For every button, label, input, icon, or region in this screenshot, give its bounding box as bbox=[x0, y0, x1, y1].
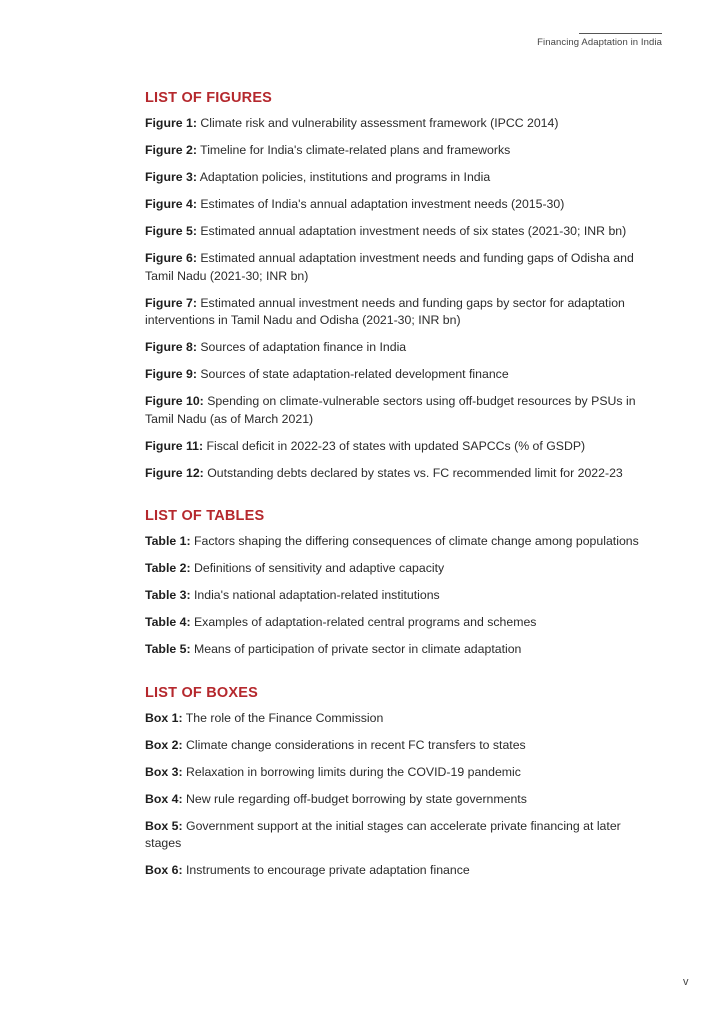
entry-title: Estimated annual adaptation investment needs and funding gaps of Odisha and Tamil Nadu (2021-30; INR bn) bbox=[145, 251, 634, 283]
entry-label: Box 6: bbox=[145, 863, 183, 877]
entry-title: Fiscal deficit in 2022-23 of states with updated SAPCCs (% of GSDP) bbox=[206, 438, 586, 453]
entry-title: Spending on climate-vulnerable sectors using off-budget resources by PSUs in Tamil Nadu (as of March 2021) bbox=[145, 394, 636, 426]
entry-label: Figure 12: bbox=[145, 465, 204, 480]
entry-label: Figure 3: bbox=[145, 170, 197, 184]
boxe-list-entry[interactable] bbox=[145, 710, 650, 728]
entry-title: Outstanding debts declared by states vs. FC recommended limit for 2022-23 bbox=[207, 465, 623, 480]
boxe-list-entry[interactable] bbox=[145, 764, 650, 782]
boxe-list-entry[interactable] bbox=[145, 791, 650, 809]
figure-list-entry[interactable] bbox=[145, 295, 650, 330]
entry-label: Table 3: bbox=[145, 588, 191, 602]
entry-title: Adaptation policies, institutions and programs in India bbox=[199, 170, 491, 184]
entry-label: Figure 9: bbox=[145, 367, 197, 381]
entry-title: Sources of adaptation finance in India bbox=[200, 340, 407, 354]
entry-label: Figure 7: bbox=[145, 295, 197, 310]
boxe-list-entry[interactable] bbox=[145, 862, 650, 880]
figure-list-entry[interactable] bbox=[145, 393, 650, 428]
entry-label: Figure 5: bbox=[145, 224, 197, 238]
table-list-entry[interactable] bbox=[145, 560, 650, 578]
entry-label: Figure 11: bbox=[145, 438, 204, 453]
list-of-tables-section bbox=[145, 508, 650, 659]
entry-title: Factors shaping the differing consequences of climate change among populations bbox=[193, 534, 639, 548]
list-of-boxes-section bbox=[145, 685, 650, 880]
boxe-list-entry[interactable] bbox=[145, 818, 650, 853]
entry-label: Table 4: bbox=[145, 615, 191, 629]
entry-title: Estimated annual adaptation investment needs of six states (2021-30; INR bn) bbox=[200, 224, 627, 238]
entry-label: Box 3: bbox=[145, 764, 183, 779]
entry-title: New rule regarding off-budget borrowing by state governments bbox=[186, 791, 527, 806]
figure-list-entry[interactable] bbox=[145, 465, 650, 483]
entry-label: Box 4: bbox=[145, 791, 183, 806]
figure-list-entry[interactable] bbox=[145, 196, 650, 214]
entry-title: Relaxation in borrowing limits during the COVID-19 pandemic bbox=[186, 764, 521, 779]
header-rule bbox=[579, 33, 662, 34]
entry-label: Box 2: bbox=[145, 737, 183, 752]
list-of-boxes-heading: LIST OF BOXES bbox=[145, 684, 258, 701]
list-of-tables-heading: LIST OF TABLES bbox=[145, 508, 265, 524]
list-of-figures-heading: LIST OF FIGURES bbox=[145, 90, 273, 106]
entry-title: Timeline for India's climate-related plans and frameworks bbox=[200, 143, 511, 157]
figure-list-entry[interactable] bbox=[145, 142, 650, 160]
entry-label: Figure 10: bbox=[145, 394, 204, 408]
figure-list-entry[interactable] bbox=[145, 223, 650, 241]
list-of-figures-section bbox=[145, 90, 650, 482]
entry-title: The role of the Finance Commission bbox=[185, 710, 384, 725]
table-list-entry[interactable] bbox=[145, 587, 650, 605]
table-list-entry[interactable] bbox=[145, 614, 650, 632]
entry-title: Climate change considerations in recent FC transfers to states bbox=[186, 737, 526, 752]
entry-title: Climate risk and vulnerability assessment framework (IPCC 2014) bbox=[200, 116, 559, 130]
page-number: v bbox=[683, 976, 689, 988]
entry-title: Instruments to encourage private adaptation finance bbox=[186, 863, 470, 877]
entry-title: Estimated annual investment needs and funding gaps by sector for adaptation interventions in Tamil Nadu and Odisha (2021-30; INR bn) bbox=[145, 295, 625, 327]
entry-title: Sources of state adaptation-related development finance bbox=[200, 367, 509, 381]
entry-label: Table 5: bbox=[145, 642, 191, 656]
entry-title: Means of participation of private sector in climate adaptation bbox=[193, 642, 522, 656]
entry-label: Figure 2: bbox=[145, 143, 197, 157]
figure-list-entry[interactable] bbox=[145, 366, 650, 384]
page-content bbox=[145, 90, 650, 906]
figure-list-entry[interactable] bbox=[145, 115, 650, 133]
figure-list-entry[interactable] bbox=[145, 169, 650, 187]
entry-title: India's national adaptation-related institutions bbox=[193, 588, 440, 602]
entry-label: Box 5: bbox=[145, 818, 183, 833]
table-list-entry[interactable] bbox=[145, 641, 650, 659]
entry-label: Table 1: bbox=[145, 534, 191, 548]
running-header-title: Financing Adaptation in India bbox=[537, 37, 662, 48]
entry-label: Box 1: bbox=[145, 710, 183, 725]
table-list-entry[interactable] bbox=[145, 533, 650, 551]
figure-list-entry[interactable] bbox=[145, 339, 650, 357]
entry-label: Figure 6: bbox=[145, 251, 197, 265]
entry-title: Estimates of India's annual adaptation investment needs (2015-30) bbox=[200, 197, 565, 211]
entry-title: Definitions of sensitivity and adaptive capacity bbox=[193, 561, 445, 575]
entry-label: Figure 1: bbox=[145, 116, 197, 130]
entry-title: Examples of adaptation-related central programs and schemes bbox=[193, 615, 537, 629]
entry-label: Figure 8: bbox=[145, 340, 197, 354]
figure-list-entry[interactable] bbox=[145, 250, 650, 285]
boxe-list-entry[interactable] bbox=[145, 737, 650, 755]
entry-label: Table 2: bbox=[145, 561, 191, 575]
figure-list-entry[interactable] bbox=[145, 438, 650, 456]
entry-label: Figure 4: bbox=[145, 197, 197, 211]
entry-title: Government support at the initial stages can accelerate private financing at later stages bbox=[145, 818, 621, 850]
